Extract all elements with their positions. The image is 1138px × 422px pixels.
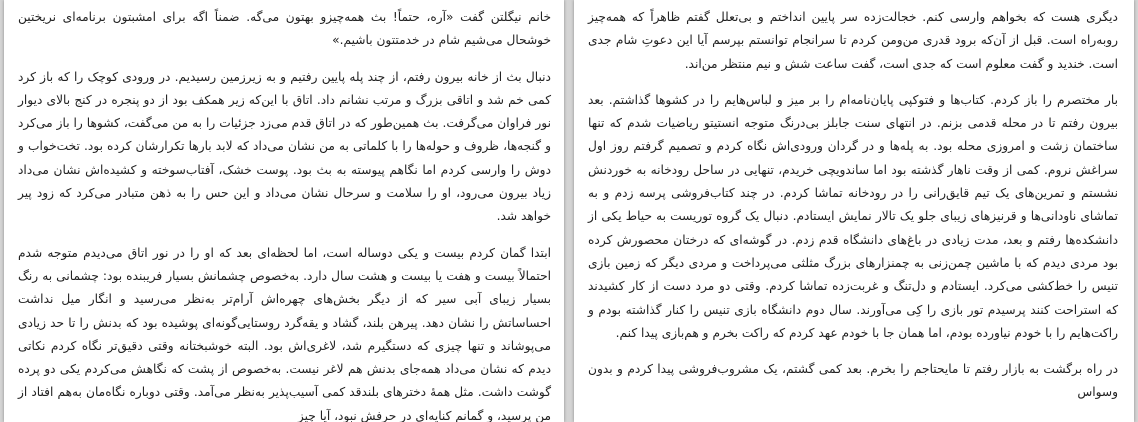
paragraph: بار مختصرم را باز کردم. کتاب‌ها و فتوکپی پایان‌نامه‌ام را بر میز و لباس‌هایم را در کشوها گذاشتم. بعد بیرون رفتم تا در محله قدمی بزنم. در انتهای سنت جابلز بی‌درنگ متوجه انستیتو ریاضیات شدم که تنها ساختمان زشت و امروزی محله بود. به پله‌ها و در گردان ورودی‌اش نگاه کردم و تصمیم گرفتم روز اول سراغش نروم. کمی از وقت ناهار گذشته بود اما ساندویچی خریدم، تنهایی در ساحل رودخانه به خوردنش نشستم و تمرین‌های یک تیم قایق‌رانی را در رودخانه تماشا کردم. در چند کتاب‌فروشی پرسه زدم و به تماشای ناودانی‌ها و قرنیزهای زیبای جلو یک تالار نمایش ایستادم. دنبال یک گروه توریست به حیاط یکی از دانشکده‌ها رفتم و بعد، مدت زیادی در باغ‌های دانشگاه قدم زدم. در گوشه‌ای که درختان محصورش کرده بود مردی دیدم که با ماشین چمن‌زنی به چمنزارهای بزرگ مثلثی می‌پرداخت و مردی دیگر که زمین بازی تنیس را خط‌کشی می‌کرد. ایستادم و دل‌تنگ و غربت‌زده تماشا کردم. وقتی دو مرد دست از کار کشیدند که استراحت کنند پرسیدم تور بازی را کِی می‌آورند. سال دوم دانشگاه بازی تنیس را کنار گذاشته بودم و راکت‌هایم را با خودم نیاورده بودم، اما همان جا با خودم عهد کردم که راکت بخرم و هم‌بازی پیدا کنم. (588, 92, 1118, 340)
document-page-left (4, 0, 564, 422)
paragraph: دنبال بث از خانه بیرون رفتم، از چند پله پایین رفتیم و به زیرزمین رسیدیم. در ورودی کوچک را که باز کرد کمی خم شد و اتاقی بزرگ و مرتب نشانم داد. اتاق با این‌که زیر همکف بود از دو پنجره در کنج بالای دیوار نور فراوان می‌گرفت. بث همین‌طور که در اتاق قدم می‌زد جزئیات را به من می‌گفت، کشوها را باز می‌کرد و گنجه‌ها، ظروف و حوله‌ها را با کلماتی به من نشان می‌داد که لابد بارها تکرارشان کرده بود. تخت‌خواب و دوش را وارسی کردم اما نگاهم پیوسته به بث بود. پوست خشک، آفتاب‌سوخته و کشیده‌اش نشان می‌داد زیاد بیرون می‌رود، او را سلامت و سرحال نشان می‌داد و این حس را به ذهن متبادر می‌کرد که زود پیر خواهد شد. (18, 69, 551, 224)
paragraph: دیگری هست که بخواهم وارسی کنم. خجالت‌زده سر پایین انداختم و بی‌تعلل گفتم ظاهراً که همه‌چیز روبه‌راه است. قبل از آن‌که برود قدری من‌ومن کردم تا سرانجام توانستم بپرسم آیا این دعوتِ شام جدی است. خندید و گفت معلوم است که جدی است، گفت ساعت شش و نیم منتظر من‌اند. (588, 10, 1118, 71)
paragraph: در راه برگشت به بازار رفتم تا مایحتاجم را بخرم. بعد کمی گشتم، یک مشروب‌فروشی پیدا کردم و بدون وسواس (588, 362, 1118, 400)
paragraph: ابتدا گمان کردم بیست و یکی دوساله است، اما لحظه‌ای بعد که او را در نور اتاق می‌دیدم متوجه شدم احتمالاً بیست و هفت یا بیست و هشت سال دارد. به‌خصوص چشمانش بسیار فریبنده بود: چشمانی به رنگ بسیار زیبای آبی سیر که از دیگر بخش‌های چهره‌اش آرام‌تر به‌نظر می‌رسید و انگار میل نداشت احساساتش را نشان دهد. پیرهن بلند، گشاد و یقه‌گرد روستایی‌گونه‌ای پوشیده بود که بدنش را تا حد زیادی می‌پوشاند و تنها چیزی که دستگیرم شد، لاغری‌اش بود. البته خوشبختانه وقتی دقیق‌تر نگاه کردم نکاتی دیدم که نشان می‌داد همه‌جای بدنش هم لاغر نیست. به‌خصوص از پشت که نگاهش می‌کردم یکی دو پرده گوشت داشت. مثل همهٔ دخترهای بلندقد کمی آسیب‌پذیر به‌نظر می‌آمد. وقتی دوباره نگاه‌مان به‌هم افتاد از من پرسید، و گمانم کنایه‌ای در حرفش نبود، آیا چیز (18, 245, 551, 422)
paragraph: خانم نیگلتن گفت «آره، حتماً! بث همه‌چیزو بهتون می‌گه. ضمناً اگه برای امشبتون برنامه‌ای نریختین خوشحال می‌شیم شام در خدمتتون باشیم.» (18, 10, 551, 48)
document-page-right (574, 0, 1134, 422)
